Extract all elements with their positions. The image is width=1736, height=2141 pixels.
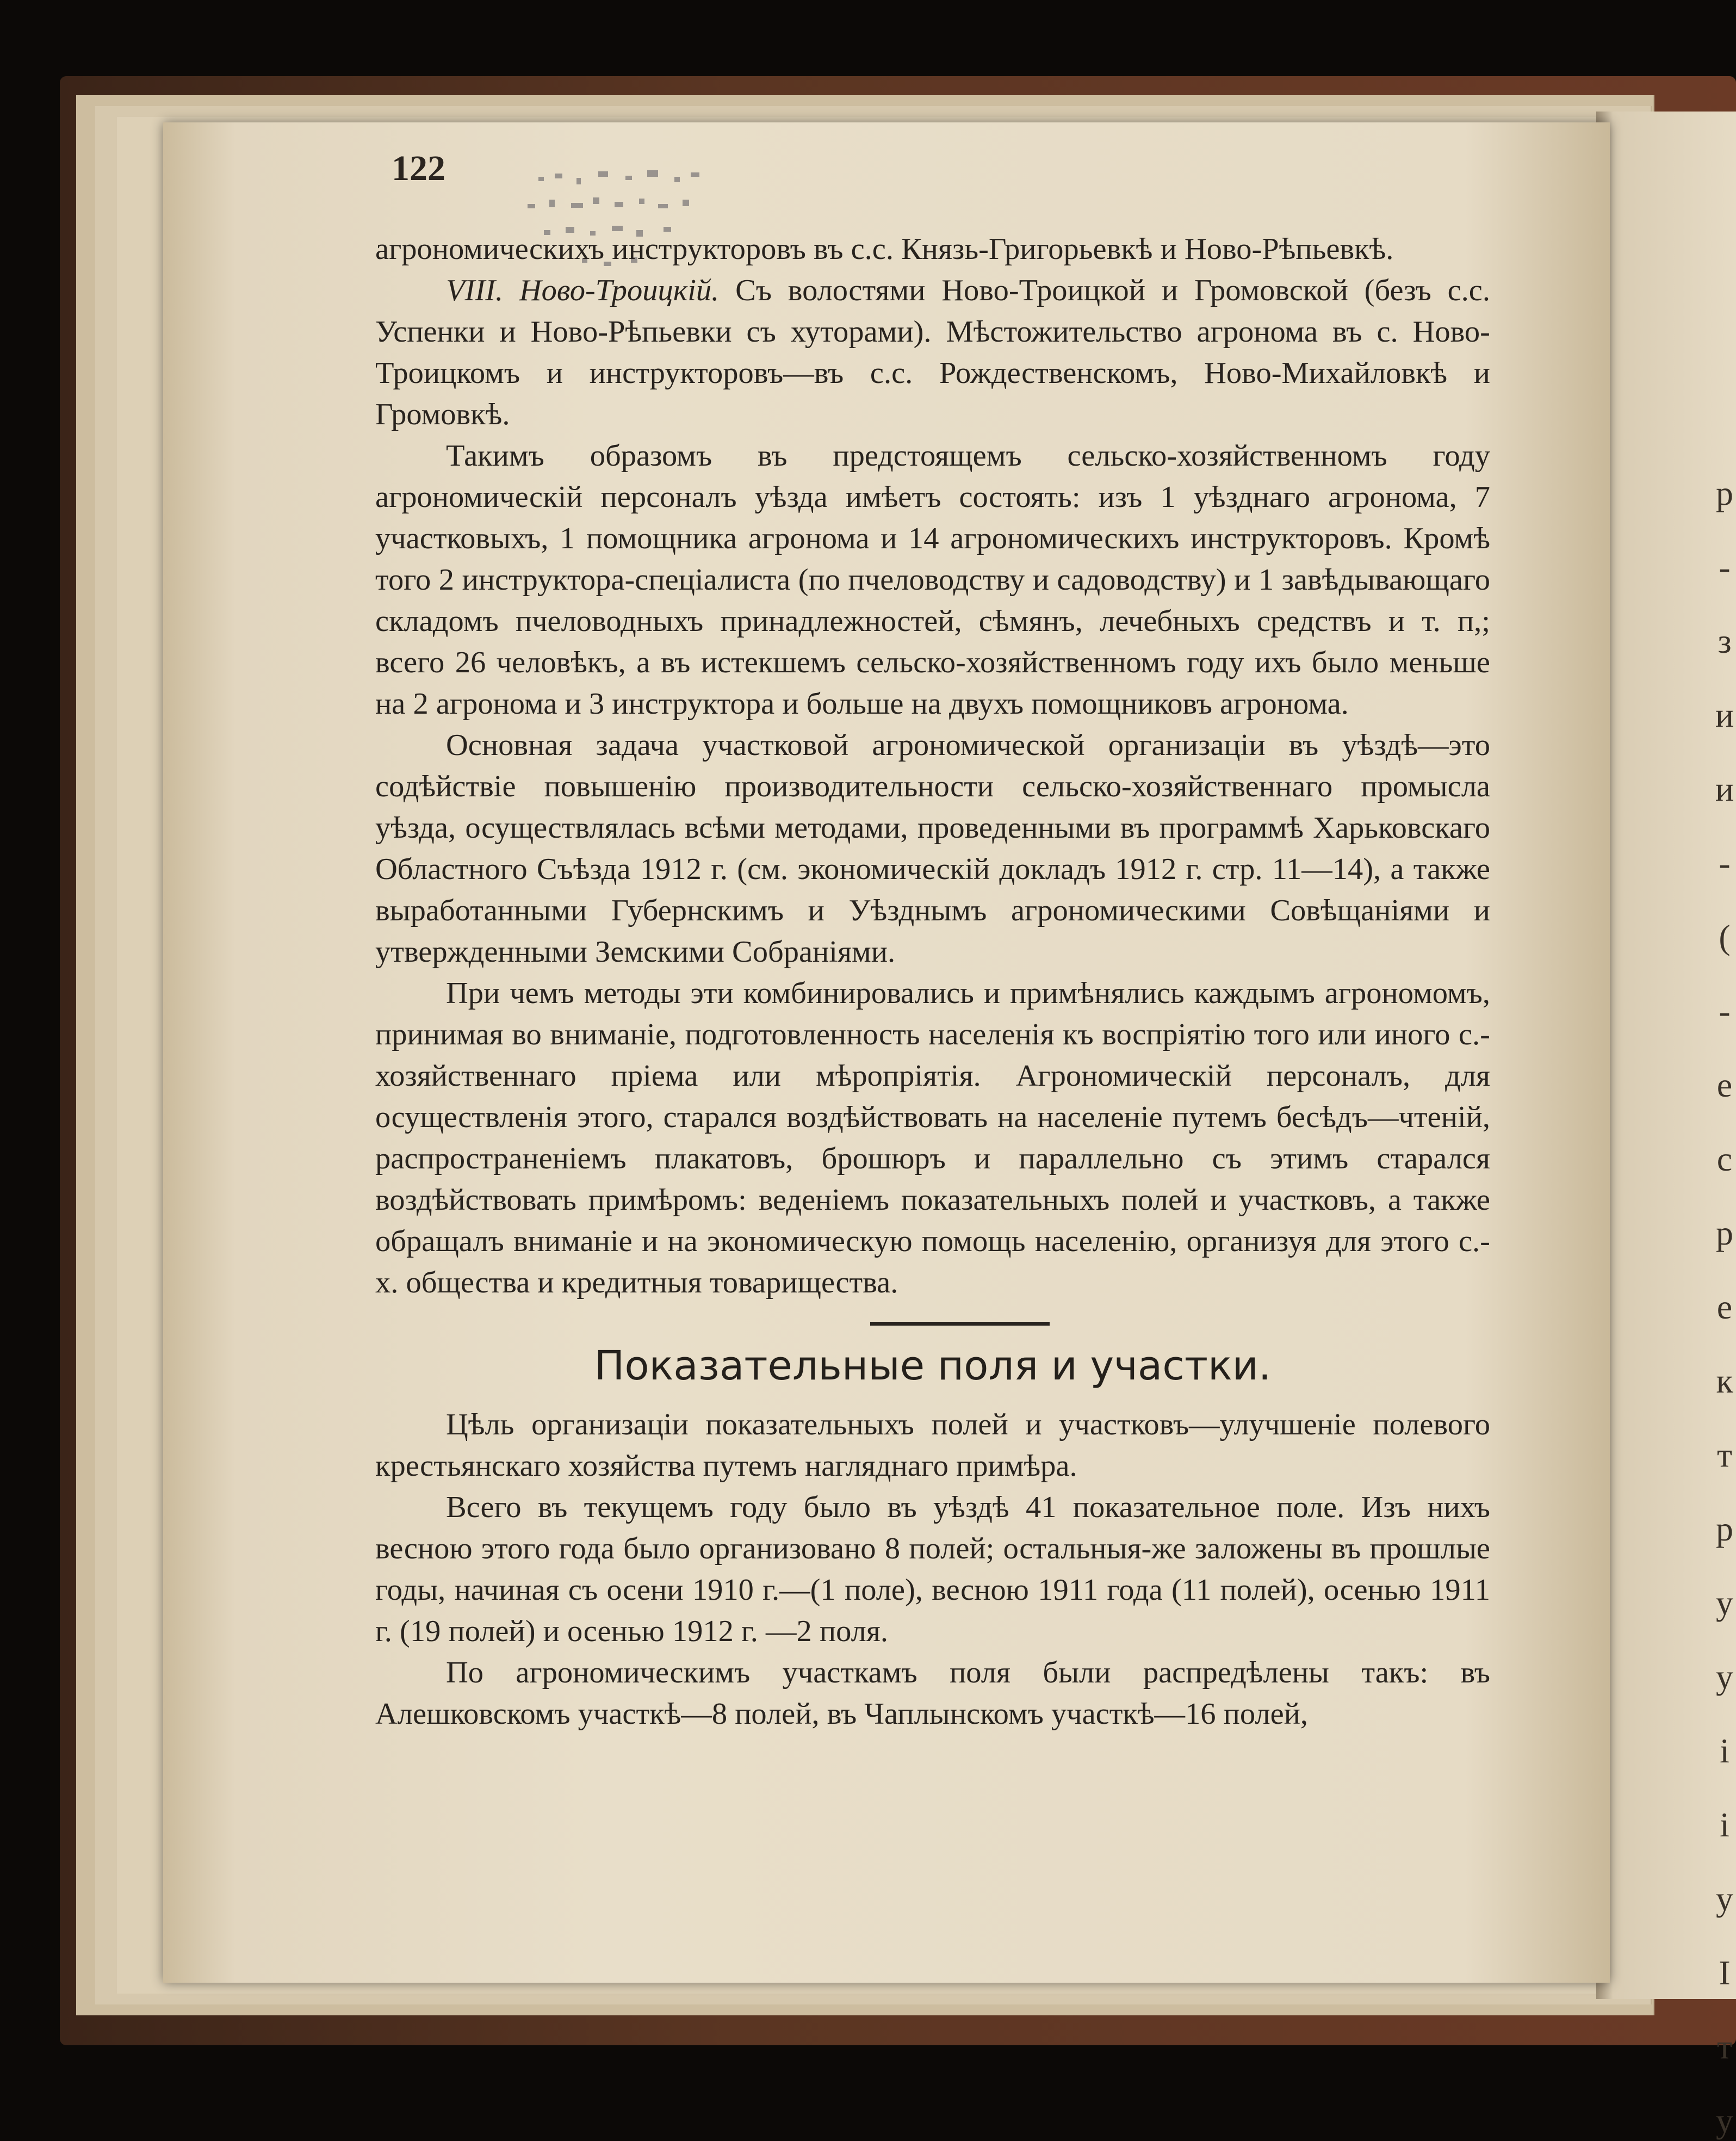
- paragraph: Цѣль организаціи показательныхъ полей и участковъ—улучшеніе полевого крестьянскаго хозяйства путемъ нагляднаго примѣра.: [375, 1408, 1490, 1483]
- facing-page-letter: к: [1716, 1362, 1733, 1400]
- facing-page-letter: и: [1715, 696, 1734, 734]
- page-number: 122: [392, 148, 445, 188]
- facing-page-letter: -: [1719, 992, 1731, 1030]
- facing-page-letter: у: [1716, 1583, 1733, 1622]
- paragraph: Такимъ образомъ въ предстоящемъ сельско-хозяйственномъ году агрономическій персоналъ уѣзда имѣетъ состоять: изъ 1 уѣзднаго агронома, 7 участковыхъ, 1 помощника агронома и 14 агрономическихъ инструкторовъ. Кромѣ того 2 инструктора-спеціалиста (по пчеловодству и садоводству) и 1 завѣдывающаго складомъ пчеловодныхъ принадлежностей, сѣмянъ, лечебныхъ средствъ и т. п,; всего 26 человѣкъ, а въ истекшемъ сельско-хозяйственномъ году ихъ было меньше на 2 агронома и 3 инструктора и больше на двухъ помощниковъ агронома.: [375, 439, 1490, 721]
- facing-page-text-fragments: [1713, 109, 1736, 2140]
- paragraph-text: Съ волостями Ново-Троицкой и Громовской (безъ с.с. Успенки и Ново-Рѣпьевки съ хуторами). Мѣстожительство агронома въ с. Ново-Троицкомъ и инструкторовъ—въ с.с. Рождественскомъ, Ново-Михайловкѣ и Громовкѣ.: [375, 274, 1491, 431]
- facing-page-letter: т: [1717, 1435, 1732, 1474]
- facing-page-letter: у: [1716, 1879, 1733, 1918]
- facing-page-letter: І: [1719, 1953, 1731, 1992]
- section-divider: [870, 1322, 1050, 1326]
- facing-page-letter: е: [1716, 1066, 1733, 1104]
- page-body: [375, 228, 1490, 1735]
- facing-page-letter: -: [1719, 548, 1731, 586]
- paragraph: При чемъ методы эти комбинировались и примѣнялись каждымъ агрономомъ, принимая во вниманіе, подготовленность населенія къ воспріятію того или иного с.-хозяйственнаго пріема или мѣропріятія. Агрономическій персоналъ, для осуществленія этого, старался воздѣйствовать на населеніе путемъ бесѣдъ—чтеній, распространеніемъ плакатовъ, брошюръ и параллельно съ этимъ старался воздѣйствовать примѣромъ: веденіемъ показательныхъ полей и участковъ, а также обращалъ вниманіе и на экономическую помощь населенію, организуя для этого с.-х. общества и кредитныя товарищества.: [375, 976, 1490, 1300]
- paragraph: Всего въ текущемъ году было въ уѣздѣ 41 показательное поле. Изъ нихъ весною этого года было организовано 8 полей; остальныя-же заложены въ прошлые годы, начиная съ осени 1910 г.—(1 поле), весною 1911 года (11 полей), осенью 1911 г. (19 полей) и осенью 1912 г. —2 поля.: [375, 1490, 1490, 1648]
- facing-page-letter: у: [1716, 2101, 1733, 2140]
- paragraph: агрономическихъ инструкторовъ въ с.с. Князь-Григорьевкѣ и Ново-Рѣпьевкѣ.: [375, 232, 1394, 266]
- facing-page-letter: (: [1719, 918, 1731, 956]
- facing-page-letter: з: [1718, 622, 1732, 660]
- facing-page-letter: у: [1716, 1657, 1733, 1696]
- facing-page-letter: и: [1715, 770, 1734, 808]
- facing-page-letter: р: [1716, 474, 1733, 512]
- facing-page-letter: е: [1716, 1288, 1733, 1326]
- facing-page-letter: і: [1720, 1805, 1729, 1844]
- facing-page-letter: і: [1720, 1731, 1729, 1770]
- facing-page-letter: р: [1716, 1509, 1733, 1548]
- paragraph: По агрономическимъ участкамъ поля были распредѣлены такъ: въ Алешковскомъ участкѣ—8 полей, въ Чаплынскомъ участкѣ—16 полей,: [375, 1656, 1490, 1731]
- facing-page-letter: с: [1716, 1140, 1733, 1178]
- section-viii-paragraph: [375, 270, 1490, 435]
- paragraph: Основная задача участковой агрономической организаціи въ уѣздѣ—это содѣйствіе повышенію производительности сельско-хозяйственнаго промысла уѣзда, осуществлялась всѣми методами, проведенными въ программѣ Харьковскаго Областного Съѣзда 1912 г. (см. экономическій докладъ 1912 г. стр. 11—14), а также выработанными Губернскимъ и Уѣзднымъ агрономическими Совѣщаніями и утвержденными Земскими Собраніями.: [375, 728, 1490, 969]
- facing-page-letter: т: [1717, 2027, 1732, 2066]
- section-label: VIII. Ново-Троицкій.: [446, 274, 720, 307]
- facing-page-letter: -: [1719, 844, 1731, 882]
- facing-page-letter: р: [1716, 1214, 1733, 1252]
- section-heading: Показательные поля и участки.: [594, 1342, 1272, 1389]
